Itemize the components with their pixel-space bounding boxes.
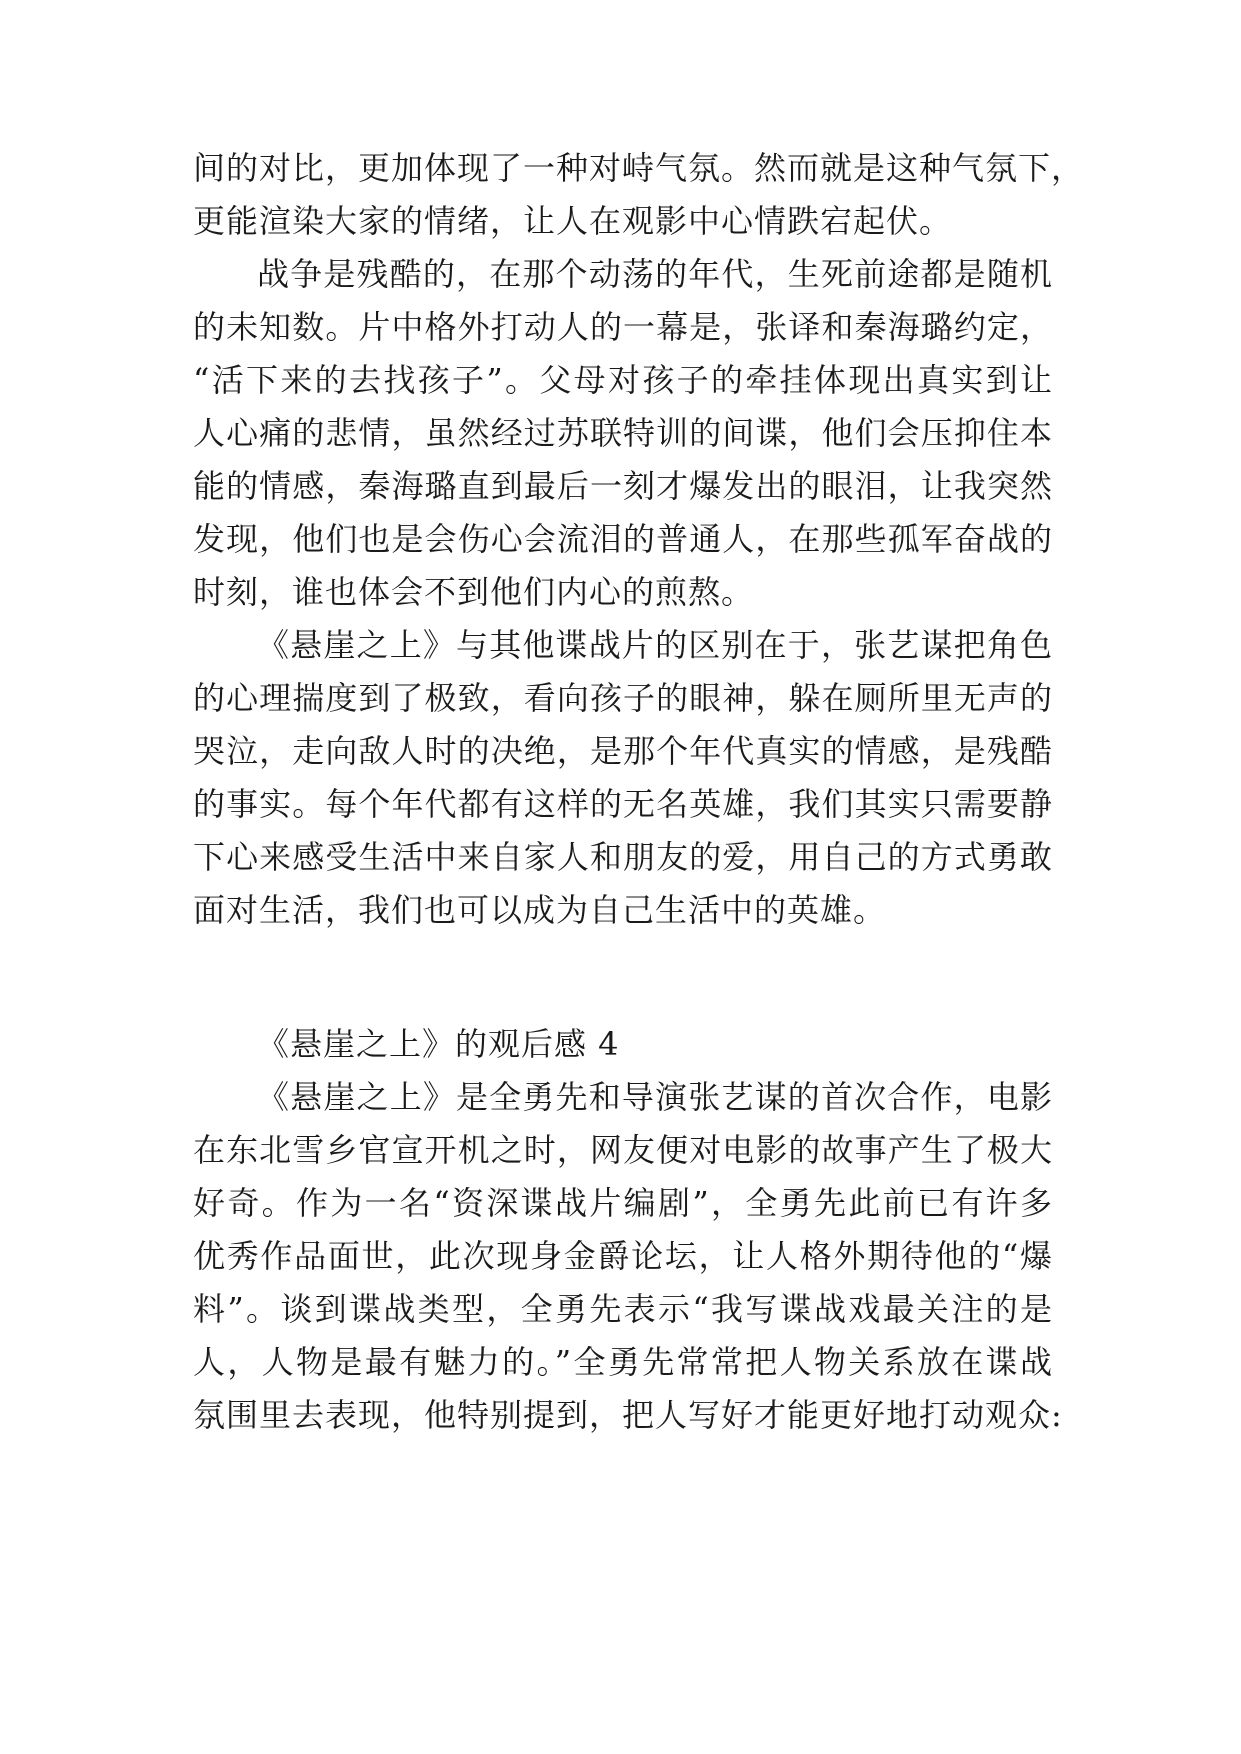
paragraph-3-line-1: 《悬崖之上》与其他谍战片的区别在于，张艺谋把角色: [257, 626, 1053, 664]
paragraph-3-line-3: 哭泣，走向敌人时的决绝，是那个年代真实的情感，是残酷: [193, 732, 1053, 770]
section-title: 《悬崖之上》的观后感 4: [257, 1025, 620, 1063]
paragraph-3-line-4: 的事实。每个年代都有这样的无名英雄，我们其实只需要静: [193, 785, 1053, 823]
paragraph-2-line-7: 时刻，谁也体会不到他们内心的煎熬。: [193, 573, 755, 611]
paragraph-2-line-5: 能的情感，秦海璐直到最后一刻才爆发出的眼泪，让我突然: [193, 467, 1053, 505]
paragraph-3-line-6: 面对生活，我们也可以成为自己生活中的英雄。: [193, 891, 887, 929]
section-paragraph-line-2: 在东北雪乡官宣开机之时，网友便对电影的故事产生了极大: [193, 1131, 1053, 1169]
paragraph-2-line-2: 的未知数。片中格外打动人的一幕是，张译和秦海璐约定，: [193, 308, 1053, 346]
section-paragraph-line-4: 优秀作品面世，此次现身金爵论坛，让人格外期待他的“爆: [193, 1237, 1053, 1275]
paragraph-2-line-3: “活下来的去找孩子”。父母对孩子的牵挂体现出真实到让: [193, 361, 1053, 399]
paragraph-3-line-5: 下心来感受生活中来自家人和朋友的爱，用自己的方式勇敢: [193, 838, 1053, 876]
paragraph-1-line-1: 间的对比，更加体现了一种对峙气氛。然而就是这种气氛下，: [193, 149, 1085, 187]
paragraph-2-line-1: 战争是残酷的，在那个动荡的年代，生死前途都是随机: [257, 255, 1053, 293]
paragraph-2-line-4: 人心痛的悲情，虽然经过苏联特训的间谍，他们会压抑住本: [193, 414, 1053, 452]
paragraph-1-line-2: 更能渲染大家的情绪，让人在观影中心情跌宕起伏。: [193, 202, 953, 240]
paragraph-3-line-2: 的心理揣度到了极致，看向孩子的眼神，躲在厕所里无声的: [193, 679, 1053, 717]
section-paragraph-line-7: 氛围里去表现，他特别提到，把人写好才能更好地打动观众:: [193, 1396, 1063, 1434]
section-paragraph-line-1: 《悬崖之上》是全勇先和导演张艺谋的首次合作，电影: [257, 1078, 1053, 1116]
paragraph-2-line-6: 发现，他们也是会伤心会流泪的普通人，在那些孤军奋战的: [193, 520, 1053, 558]
section-paragraph-line-6: 人，人物是最有魅力的。”全勇先常常把人物关系放在谍战: [193, 1343, 1053, 1381]
section-paragraph-line-5: 料”。谈到谍战类型，全勇先表示“我写谍战戏最关注的是: [193, 1290, 1053, 1328]
section-paragraph-line-3: 好奇。作为一名“资深谍战片编剧”，全勇先此前已有许多: [193, 1184, 1053, 1222]
